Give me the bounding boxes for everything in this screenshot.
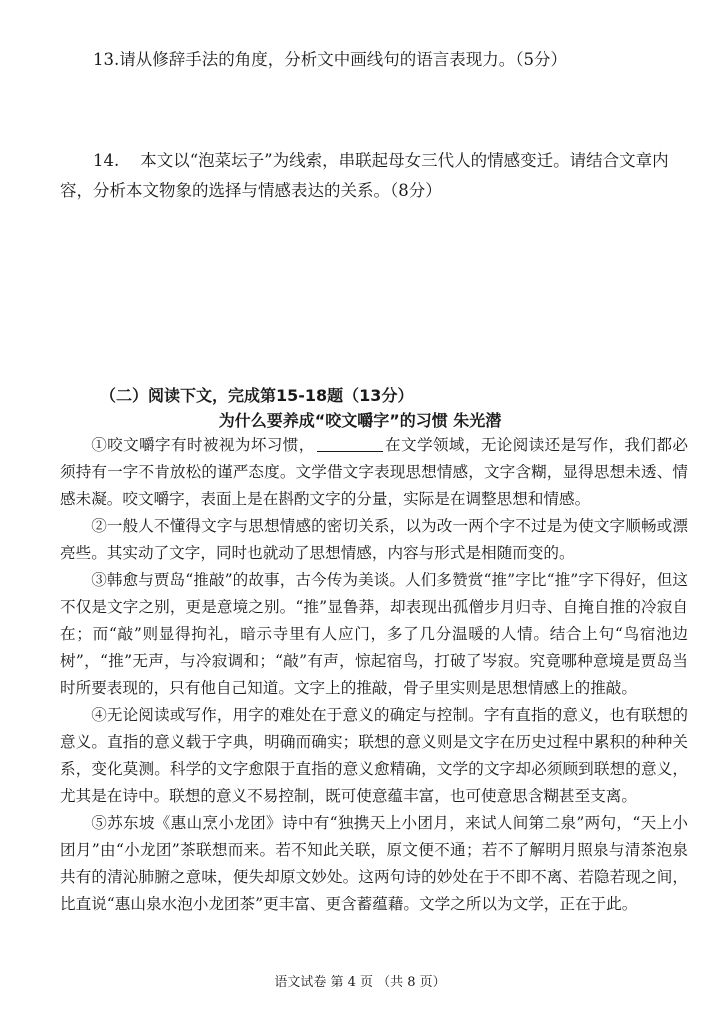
page-footer: 语文试卷 第 4 页 （共 8 页） [274, 975, 446, 990]
question-13: 13.请从修辞手法的角度，分析文中画线句的语言表现力。（5分） [93, 50, 567, 69]
article-title: 为什么要养成“咬文嚼字”的习惯 朱光潜 [218, 411, 502, 430]
paragraph-4: ④无论阅读或写作，用字的难处在于意义的确定与控制。字有直指的意义，也有联想的意义。直指的意义载于字典，明确而确实；联想的意义则是文字在历史过程中累积的种种关系，变化莫测。科学的文字愈限于直指的意义愈精确，文学的文字却必须顾到联想的意义，尤其是在诗中。联想的意义不易控制，既可使意蕴丰富，也可使意思含糊甚至支离。 [60, 706, 688, 805]
paragraph-1-start: ①咬文嚼字有时被视为坏习惯， [91, 436, 315, 454]
paragraph-3: ③韩愈与贾岛“推敲”的故事，古今传为美谈。人们多赞赏“推”字比“推”字下得好，但这不仅是文字之别，更是意境之别。“推”显鲁莽，却表现出孤僧步月归寺、自掩自推的冷寂自在；而“敲”则显得拘礼，暗示寺里有人应门，多了几分温暖的人情。结合上句“鸟宿池边树”，“推”无声，与冷寂调和；“敲”有声，惊起宿鸟，打破了岑寂。究竟哪种意境是贾岛当时所要表现的，只有他自己知道。文字上的推敲，骨子里实则是思想情感上的推敲。 [60, 571, 688, 697]
paragraph-1-rest: 在文学领域，无论阅读还是写作，我们都必须持有一字不肯放松的谨严态度。文学借文字表现思想情感，文字含糊，显得思想未透、情感未凝。咬文嚼字，表面上是在斟酌文字的分量，实际是在调整思想和情感。 [60, 436, 688, 508]
section-heading: （二）阅读下文，完成第15-18题（13分） [100, 386, 414, 405]
article-body [60, 432, 688, 918]
question-14-number: 14. [93, 151, 120, 170]
paragraph-5: ⑤苏东坡《惠山烹小龙团》诗中有“独携天上小团月，来试人间第二泉”两句，“天上小团月”由“小龙团”茶联想而来。若不知此关联，原文便不通；若不了解明月照泉与清茶泡泉共有的清沁肺腑之意味，便失却原文妙处。这两句诗的妙处在于不即不离、若隐若现之间，比直说“惠山泉水泡小龙团茶”更丰富、更含蓄蕴藉。文学之所以为文学，正在于此。 [60, 814, 688, 913]
question-14 [60, 146, 685, 206]
paragraph-1 [60, 432, 688, 513]
fill-in-blank [317, 435, 383, 452]
paragraph-2: ②一般人不懂得文字与思想情感的密切关系，以为改一两个字不过是为使文字顺畅或漂亮些。其实动了文字，同时也就动了思想情感，内容与形式是相随而变的。 [60, 517, 688, 562]
question-14-text: 本文以“泡菜坛子”为线索，串联起母女三代人的情感变迁。请结合文章内容，分析本文物象的选择与情感表达的关系。（8分） [60, 151, 669, 200]
